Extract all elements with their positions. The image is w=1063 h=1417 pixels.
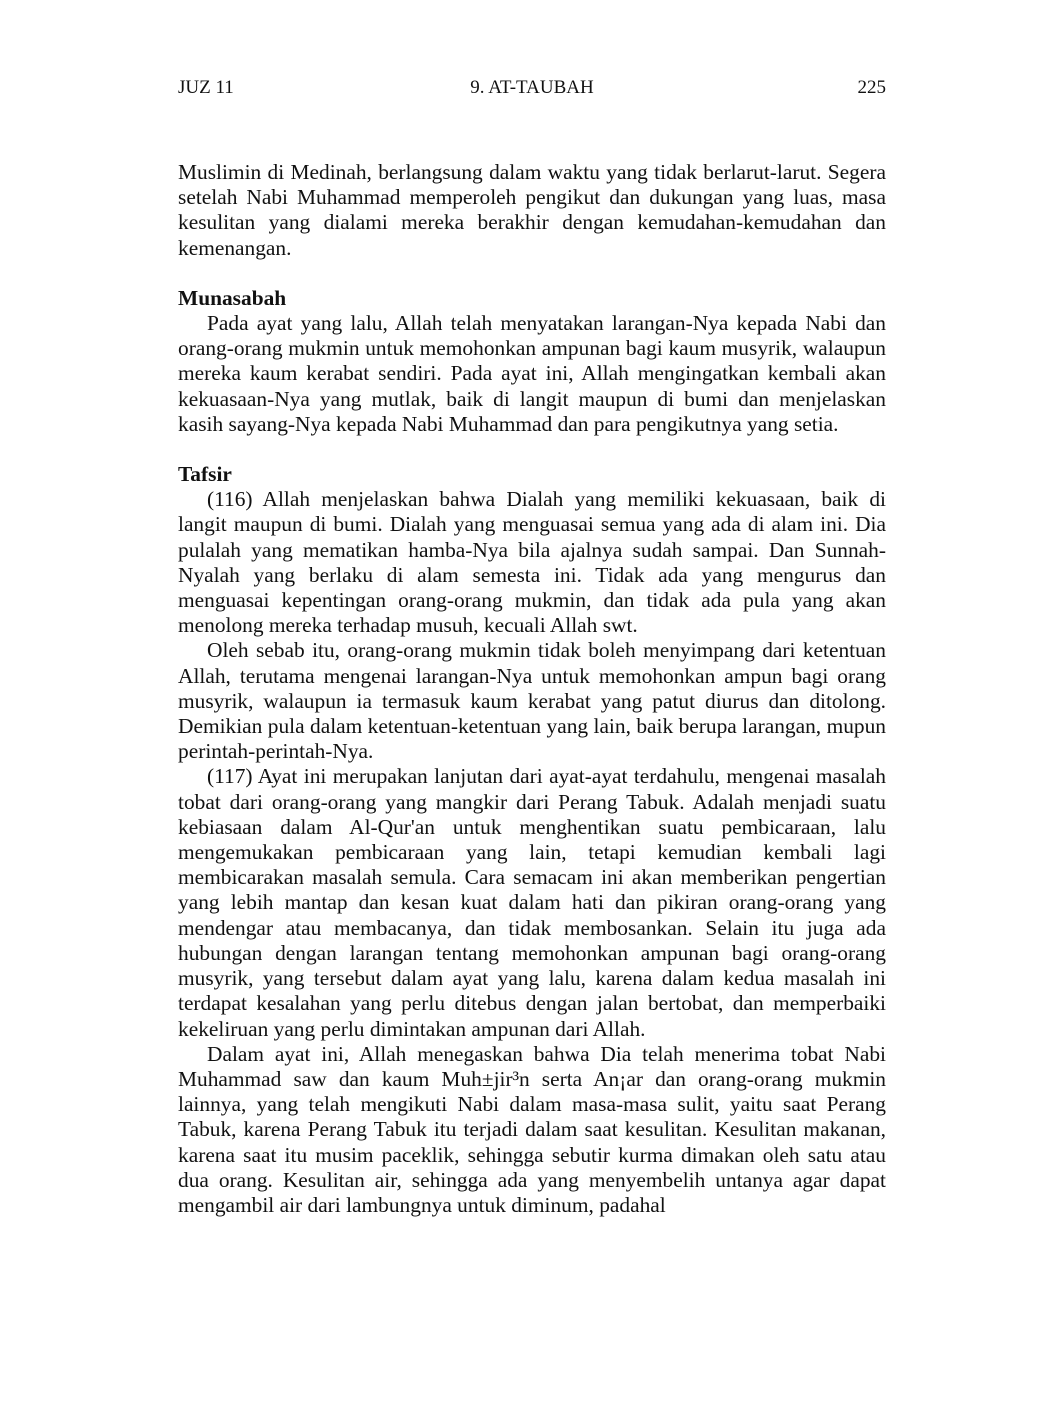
munasabah-heading: Munasabah xyxy=(178,285,287,310)
tafsir-paragraph-117: (117) Ayat ini merupakan lanjutan dari ayat-ayat terdahulu, mengenai masalah tobat dari orang-orang yang mangkir dari Perang Tabuk. Adalah menjadi suatu kebiasaan dalam Al-Qur'an untuk menghentikan suatu pembicaraan, lalu mengemukakan pembicaraan yang lain, tetapi kemudian kembali lagi membicarakan masalah semula. Cara semacam ini akan memberikan pengertian yang lebih mantap dan kesan kuat dalam hati dan pikiran orang-orang yang mendengar atau membacanya, dan tidak membosankan. Selain itu juga ada hubungan dengan larangan tentang memohonkan ampunan bagi orang-orang musyrik, yang tersebut dalam ayat yang lalu, karena dalam kedua masalah ini terdapat kesalahan yang perlu ditebus dengan jalan bertobat, dan memperbaiki kekeliruan yang perlu dimintakan ampunan dari Allah. xyxy=(178,764,886,1041)
munasabah-paragraph: Pada ayat yang lalu, Allah telah menyatakan larangan-Nya kepada Nabi dan orang-orang mukmin untuk memohonkan ampunan bagi kaum musyrik, walaupun mereka kaum kerabat sendiri. Pada ayat ini, Allah mengingatkan kembali akan kekuasaan-Nya yang mutlak, baik di langit maupun di bumi dan menjelaskan kasih sayang-Nya kepada Nabi Muhammad dan para pengikutnya yang setia. xyxy=(178,311,886,436)
tafsir-paragraph-116: (116) Allah menjelaskan bahwa Dialah yang memiliki kekuasaan, baik di langit maupun di bumi. Dialah yang menguasai semua yang ada di alam ini. Dia pulalah yang mematikan hamba-Nya bila ajalnya sudah sampai. Dan Sunnah-Nyalah yang berlaku di alam semesta ini. Tidak ada yang mengurus dan menguasai kepentingan orang-orang mukmin, dan tidak ada pula yang akan menolong mereka terhadap musuh, kecuali Allah swt. xyxy=(178,487,886,638)
juz-label: JUZ 11 xyxy=(178,77,234,98)
tafsir-paragraph-116-continued: Oleh sebab itu, orang-orang mukmin tidak boleh menyimpang dari ketentuan Allah, terutama mengenai larangan-Nya untuk memohonkan ampun bagi orang musyrik, walaupun ia termasuk kaum kerabat yang patut diurus dan ditolong. Demikian pula dalam ketentuan-ketentuan yang lain, baik berupa larangan, mupun perintah-perintah-Nya. xyxy=(178,638,886,764)
running-header xyxy=(178,74,886,102)
page-body xyxy=(178,160,886,1218)
tafsir-paragraph-117-continued: Dalam ayat ini, Allah menegaskan bahwa Dia telah menerima tobat Nabi Muhammad saw dan kaum Muh±jir³n serta An¡ar dan orang-orang mukmin lainnya, yang telah mengikuti Nabi dalam masa-masa sulit, yaitu saat Perang Tabuk, karena Perang Tabuk itu terjadi dalam saat kesulitan. Kesulitan makanan, karena saat itu musim paceklik, sehingga sebutir kurma dimakan oleh satu atau dua orang. Kesulitan air, sehingga ada yang menyembelih untanya agar dapat mengambil air dari lambungnya untuk diminum, padahal xyxy=(178,1041,886,1217)
munasabah-section xyxy=(178,286,886,437)
tafsir-heading: Tafsir xyxy=(178,462,232,487)
intro-paragraph: Muslimin di Medinah, berlangsung dalam waktu yang tidak berlarut-larut. Segera setelah Nabi Muhammad memperoleh pengikut dan dukungan yang luas, masa kesulitan yang dialami mereka berakhir dengan kemudahan-kemudahan dan kemenangan. xyxy=(178,160,886,260)
page-number: 225 xyxy=(857,77,886,98)
tafsir-section xyxy=(178,462,886,1218)
surah-title: 9. AT-TAUBAH xyxy=(470,77,594,98)
